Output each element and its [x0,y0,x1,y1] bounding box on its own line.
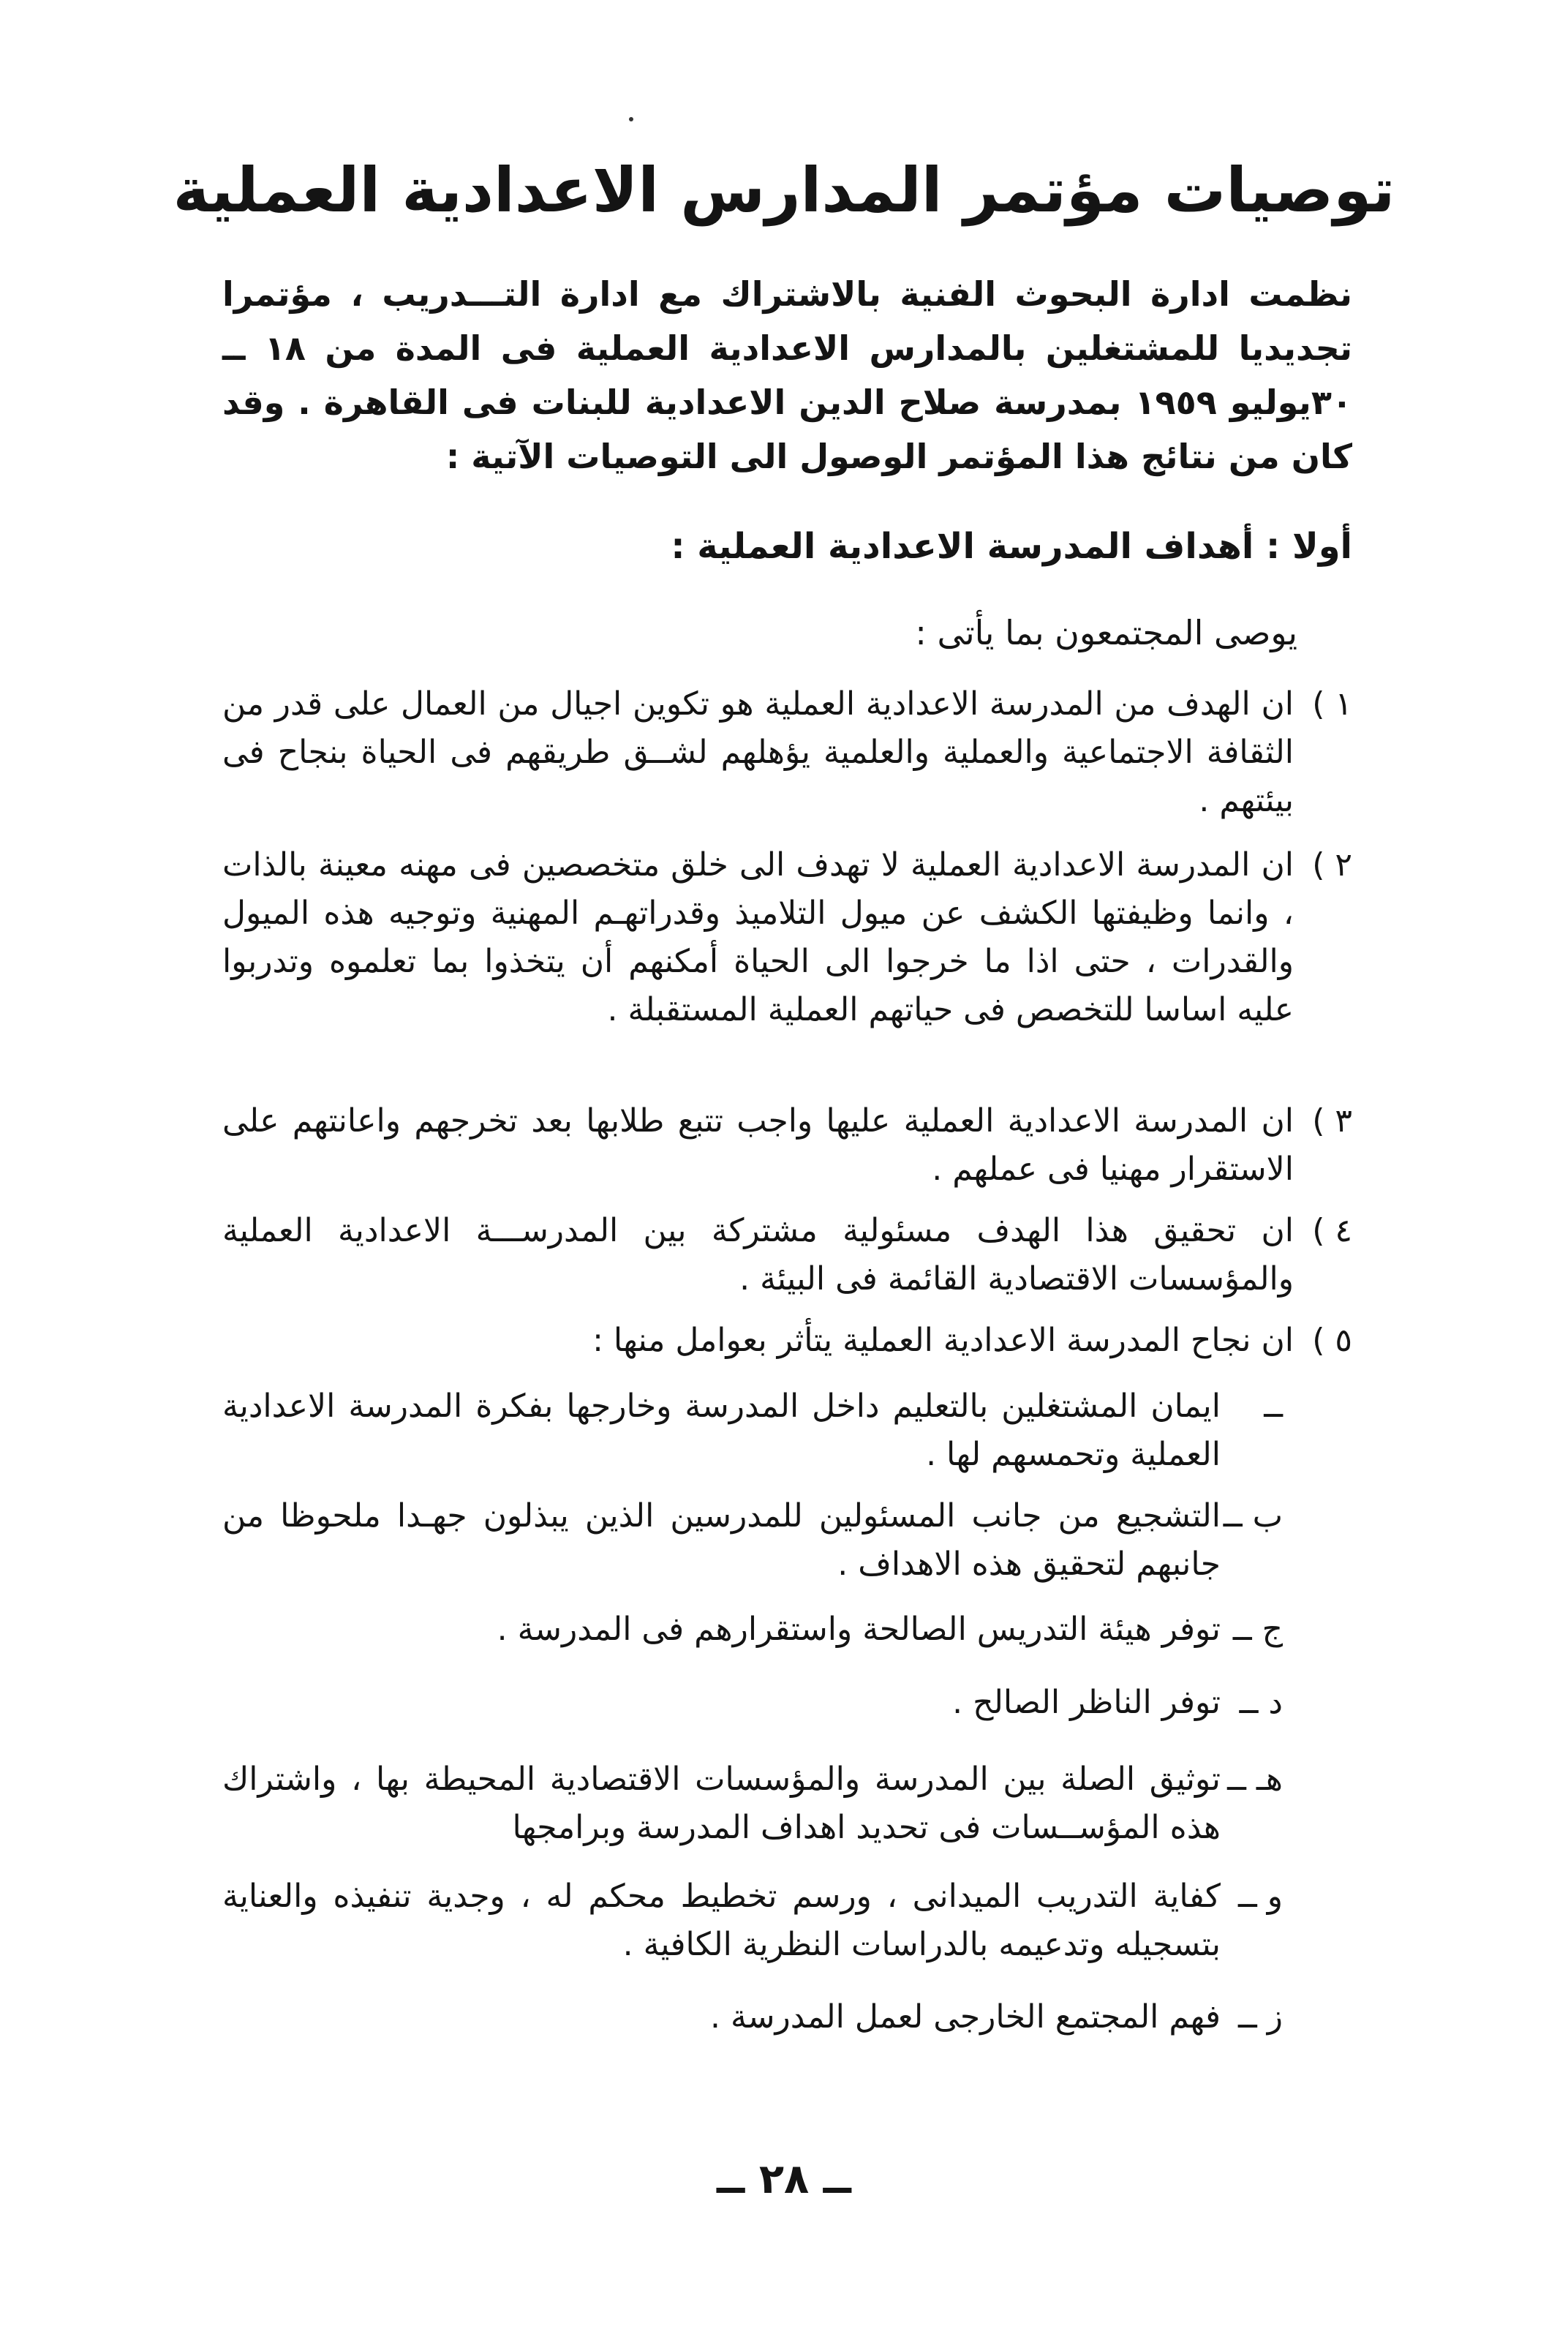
item-number: ٤ ) [1312,1212,1352,1249]
recommendation-item-1 [222,680,1352,825]
factor-text: كفاية التدريب الميدانى ، ورسم تخطيط محكم له ، وجدية تنفيذه والعناية بتسجيله وتدعيمه بالدراسات النظرية الكافية . [222,1878,1221,1963]
page-number: ــ ٢٨ ــ [717,2156,851,2203]
factor-letter: ز ــ [1237,1998,1283,2036]
factor-item-d [222,1679,1283,1727]
item-number: ١ ) [1312,685,1352,723]
item-text: ان نجاح المدرسة الاعدادية العملية يتأثر بعوامل منها : [592,1322,1294,1359]
factor-item-g [222,1993,1283,2041]
factor-text: فهم المجتمع الخارجى لعمل المدرسة . [710,1998,1221,2036]
intro-paragraph: نظمت ادارة البحوث الفنية بالاشتراك مع ادارة التـــدريب ، مؤتمرا تجديديا للمشتغلين بالمدارس الاعدادية العملية فى المدة من ١٨ ــ ٣٠يوليو ١٩٥٩ بمدرسة صلاح الدين الاعدادية للبنات فى القاهرة . وقد كان من نتائج هذا المؤتمر الوصول الى التوصيات الآتية : [222,274,1352,476]
recommendation-item-3 [222,1097,1352,1194]
section-heading: أولا : أهداف المدرسة الاعدادية العملية : [671,526,1352,567]
recommendation-item-5 [222,1317,1352,1365]
factor-item-e [222,1755,1283,1852]
print-speck [629,117,633,121]
factor-text: توفر هيئة التدريس الصالحة واستقرارهم فى المدرسة . [497,1611,1221,1648]
factor-text: توثيق الصلة بين المدرسة والمؤسسات الاقتصادية المحيطة بها ، واشتراك هذه المؤســسات فى تحديد اهداف المدرسة وبرامجها [222,1761,1221,1846]
item-text: ان تحقيق هذا الهدف مسئولية مشتركة بين المدرســـة الاعدادية العملية والمؤسسات الاقتصادية القائمة فى البيئة . [222,1212,1294,1298]
factor-letter: و ــ [1237,1878,1283,1915]
factor-item-c [222,1606,1283,1654]
lead-sentence: يوصى المجتمعون بما يأتى : [915,613,1297,652]
factor-item-b [222,1492,1283,1589]
factor-letter: ب ــ [1223,1497,1283,1535]
factor-letter: ــ [1264,1388,1283,1425]
factor-text: توفر الناظر الصالح . [952,1684,1221,1721]
item-text: ان المدرسة الاعدادية العملية لا تهدف الى خلق متخصصين فى مهنه معينة بالذات ، وانما وظيفتها الكشف عن ميول التلاميذ وقدراتهـم المهنية وتوجيه هذه الميول والقدرات ، حتى اذا ما خرجوا الى الحياة أمكنهم أن يتخذوا بما تعلموه وتدربوا عليه اساسا للتخصص فى حياتهم العملية المستقبلة . [222,846,1294,1028]
item-text: ان المدرسة الاعدادية العملية عليها واجب تتبع طلابها بعد تخرجهم واعانتهم على الاستقرار مهنيا فى عملهم . [222,1102,1294,1188]
factor-text: التشجيع من جانب المسئولين للمدرسين الذين يبذلون جهـدا ملحوظا من جانبهم لتحقيق هذه الاهداف . [222,1497,1221,1583]
factor-letter: د ــ [1239,1684,1283,1721]
item-number: ٢ ) [1312,846,1352,884]
item-number: ٥ ) [1312,1322,1352,1359]
recommendation-item-4 [222,1207,1352,1303]
recommendation-item-2 [222,841,1352,1034]
factor-item-a [222,1382,1283,1479]
factor-text: ايمان المشتغلين بالتعليم داخل المدرسة وخارجها بفكرة المدرسة الاعدادية العملية وتحمسهم لها . [222,1388,1221,1473]
item-number: ٣ ) [1312,1102,1352,1140]
factor-letter: ج ــ [1232,1611,1283,1648]
factor-letter: هـ ــ [1227,1761,1283,1798]
page-title: توصيات مؤتمر المدارس الاعدادية العملية [173,154,1395,226]
item-text: ان الهدف من المدرسة الاعدادية العملية هو تكوين اجيال من العمال على قدر من الثقافة الاجتماعية والعملية والعلمية يؤهلهم لشــق طريقهم فى الحياة بنجاح فى بيئتهم . [222,685,1294,819]
factor-item-f [222,1872,1283,1969]
